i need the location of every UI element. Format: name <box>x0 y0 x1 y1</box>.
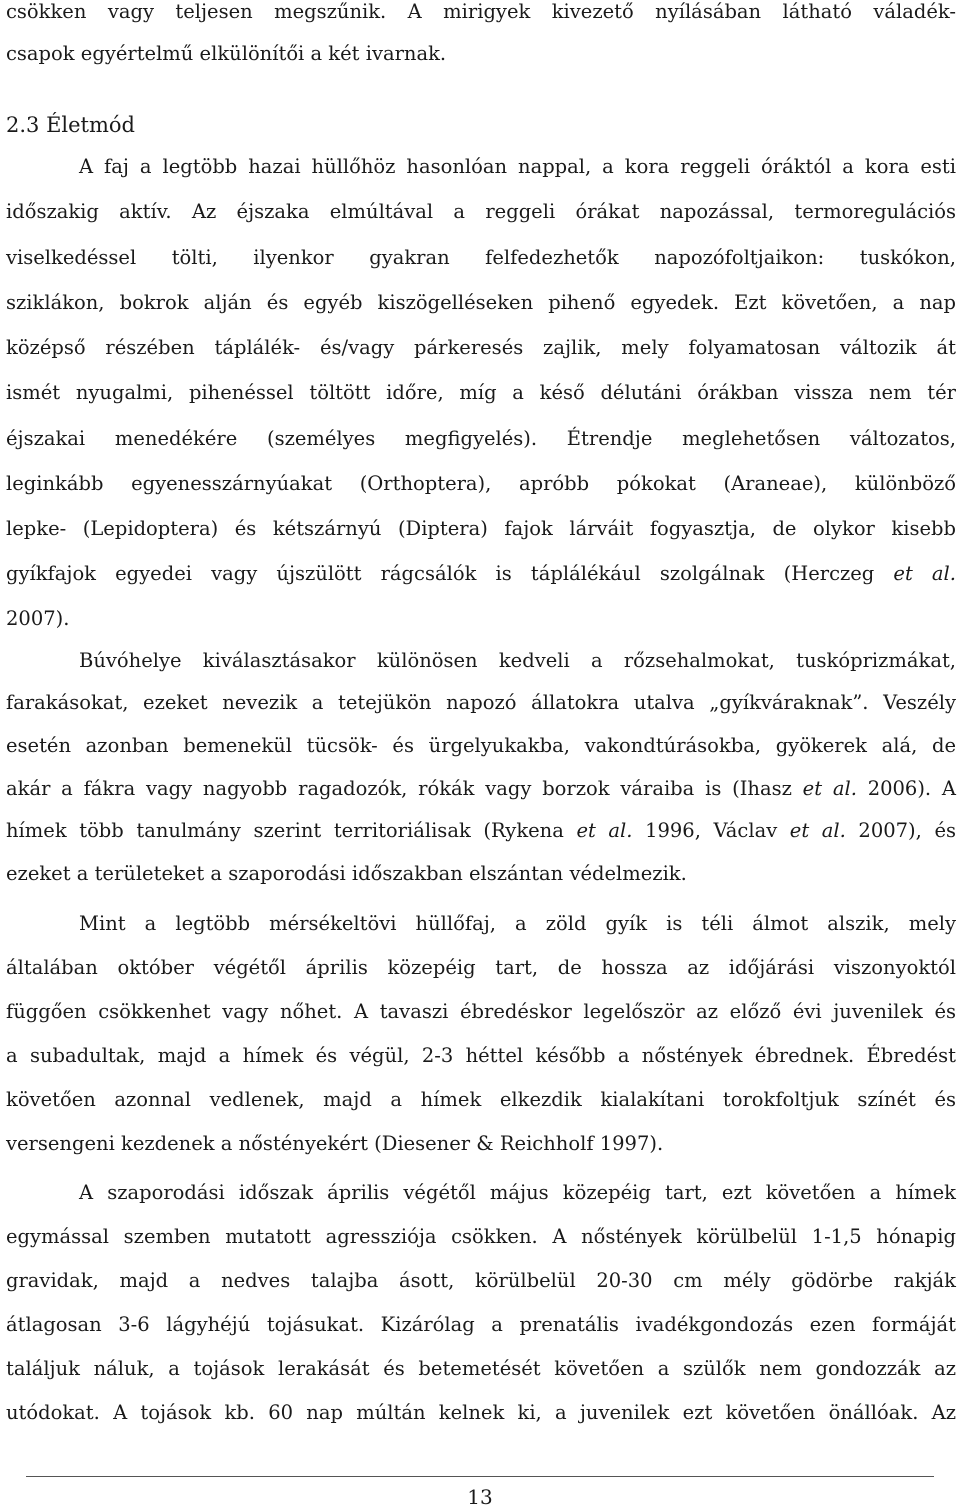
paragraph-3-line <box>6 909 956 939</box>
text-run: versengeni kezdenek a nőstényekért (Diesener & Reichholf 1997). <box>6 1132 664 1155</box>
paragraph-4-line <box>6 1398 956 1428</box>
intro-text-line <box>6 0 956 27</box>
text-run: esetén azonban bemenekül tücsök- és ürgelyukakba, vakondtúrásokba, gyökerek alá, de <box>6 734 956 757</box>
text-run: a subadultak, majd a hímek és végül, 2-3 héttel később a nőstények ébrednek. Ébredést <box>6 1044 956 1067</box>
citation-et-al: et al. <box>802 777 857 800</box>
text-run: 2007), és <box>845 819 956 842</box>
citation-et-al: et al. <box>789 819 846 842</box>
paragraph-1-line <box>6 197 956 227</box>
paragraph-1-line <box>6 243 956 273</box>
paragraph-4-line <box>6 1266 956 1296</box>
text-run: 1996, Václav <box>632 819 790 842</box>
paragraph-1-line <box>6 469 956 499</box>
text-run: gyíkfajok egyedei vagy újszülött rágcsálók is táplálékául szolgálnak (Herczeg <box>6 562 894 585</box>
paragraph-1-line <box>6 559 956 589</box>
paragraph-1-line <box>6 333 956 363</box>
paragraph-2-line <box>6 688 956 718</box>
text-run: ismét nyugalmi, pihenéssel töltött időre, míg a késő délutáni órákban vissza nem tér <box>6 381 956 404</box>
text-run: általában október végétől április közepéig tart, de hossza az időjárási viszonyoktól <box>6 956 956 979</box>
paragraph-1-line <box>6 424 956 454</box>
text-run: találjuk náluk, a tojások lerakását és betemetését követően a szülők nem gondozzák az <box>6 1357 956 1380</box>
paragraph-2-line <box>6 816 956 846</box>
paragraph-1-line <box>6 514 956 544</box>
text-run: függően csökkenhet vagy nőhet. A tavaszi ébredéskor legelőször az előző évi juvenilek és <box>6 1000 956 1023</box>
text-run: 2006). A <box>856 777 956 800</box>
paragraph-1-line <box>6 152 956 182</box>
text-run: utódokat. A tojások kb. 60 nap múltán kelnek ki, a juvenilek ezt követően önállóak. Az <box>6 1401 956 1424</box>
text-run: ezeket a területeket a szaporodási időszakban elszántan védelmezik. <box>6 862 687 885</box>
paragraph-1-line <box>6 378 956 408</box>
text-run: Mint a legtöbb mérsékeltövi hüllőfaj, a zöld gyík is téli álmot alszik, mely <box>79 912 956 935</box>
text-run: gravidak, majd a nedves talajba ásott, körülbelül 20-30 cm mély gödörbe rakják <box>6 1269 956 1292</box>
page-number: 13 <box>467 1485 493 1509</box>
text-run: éjszakai menedékére (személyes megfigyelés). Étrendje meglehetősen változatos, <box>6 427 956 450</box>
paragraph-3-line <box>6 997 956 1027</box>
text-run: sziklákon, bokrok alján és egyéb kiszögelléseken pihenő egyedek. Ezt követően, a nap <box>6 291 956 314</box>
text-run: farakásokat, ezeket nevezik a tetejükön napozó állatokra utalva „gyíkváraknak”. Veszély <box>6 691 956 714</box>
text-run: A szaporodási időszak április végétől május közepéig tart, ezt követően a hímek <box>79 1181 956 1204</box>
text-run: leginkább egyenesszárnyúakat (Orthoptera), apróbb pókokat (Araneae), különböző <box>6 472 956 495</box>
text-run: időszakig aktív. Az éjszaka elmúltával a reggeli órákat napozással, termoregulációs <box>6 200 956 223</box>
paragraph-1-line <box>6 288 956 318</box>
text-run: akár a fákra vagy nagyobb ragadozók, rókák vagy borzok váraiba is (Ihasz <box>6 777 803 800</box>
text-run: középső részében táplálék- és/vagy párkeresés zajlik, mely folyamatosan változik át <box>6 336 956 359</box>
text-run: 2007). <box>6 607 70 630</box>
text-run: lepke- (Lepidoptera) és kétszárnyú (Diptera) fajok lárváit fogyasztja, de olykor kisebb <box>6 517 956 540</box>
text-run: viselkedéssel tölti, ilyenkor gyakran felfedezhetők napozófoltjaikon: tuskókon, <box>6 246 956 269</box>
text-run: Búvóhelye kiválasztásakor különösen kedveli a rőzsehalmokat, tuskóprizmákat, <box>79 649 956 672</box>
text-run: csökken vagy teljesen megszűnik. A mirigyek kivezető nyílásában látható váladék- <box>6 0 956 23</box>
citation-et-al: et al. <box>576 819 633 842</box>
paragraph-4-line <box>6 1178 956 1208</box>
paragraph-4-line <box>6 1354 956 1384</box>
paragraph-4-line <box>6 1310 956 1340</box>
paragraph-3-line <box>6 1085 956 1115</box>
text-run: követően azonnal vedlenek, majd a hímek elkezdik kialakítani torokfoltjuk színét és <box>6 1088 956 1111</box>
paragraph-2-line <box>6 859 956 889</box>
paragraph-3-line <box>6 953 956 983</box>
paragraph-2-line <box>6 731 956 761</box>
text-run: csapok egyértelmű elkülönítői a két ivarnak. <box>6 42 447 65</box>
text-run: átlagosan 3-6 lágyhéjú tojásukat. Kizárólag a prenatális ivadékgondozás ezen formáját <box>6 1313 956 1336</box>
paragraph-1-line <box>6 604 956 634</box>
paragraph-2-line <box>6 774 956 804</box>
intro-text-line <box>6 39 956 69</box>
text-run: A faj a legtöbb hazai hüllőhöz hasonlóan nappal, a kora reggeli óráktól a kora esti <box>79 155 956 178</box>
section-heading <box>6 110 956 140</box>
text-run: hímek több tanulmány szerint territoriálisak (Rykena <box>6 819 577 842</box>
paragraph-3-line <box>6 1129 956 1159</box>
paragraph-4-line <box>6 1222 956 1252</box>
paragraph-2-line <box>6 646 956 676</box>
paragraph-3-line <box>6 1041 956 1071</box>
citation-et-al: et al. <box>893 562 956 585</box>
footer-divider <box>26 1476 934 1477</box>
text-run: 2.3 Életmód <box>6 113 135 137</box>
text-run: egymással szemben mutatott agressziója csökken. A nőstények körülbelül 1-1,5 hónapig <box>6 1225 956 1248</box>
